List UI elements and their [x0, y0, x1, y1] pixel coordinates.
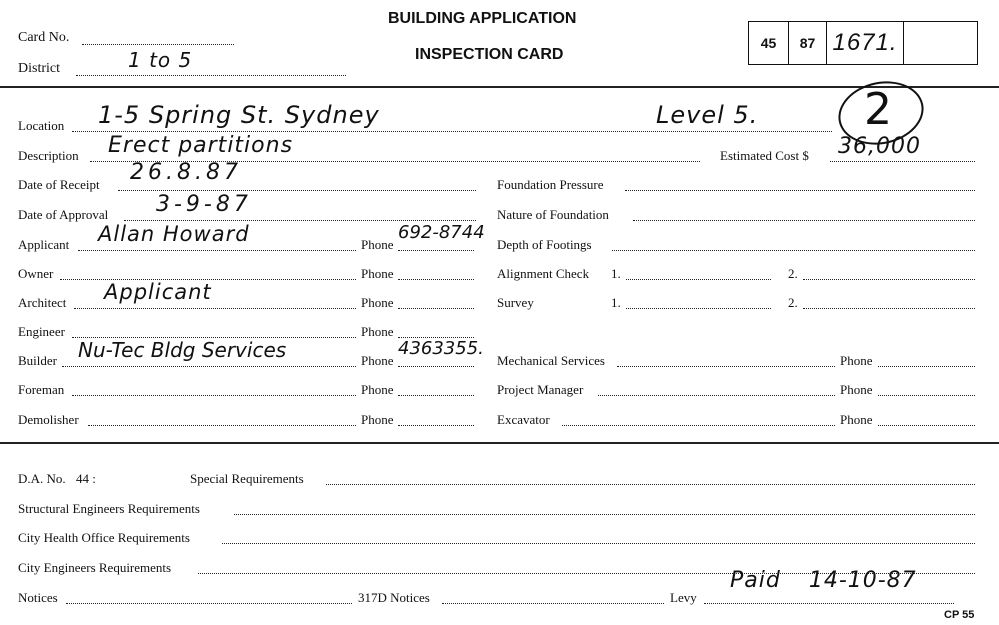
estimated-cost-label: Estimated Cost $: [720, 148, 809, 163]
architect-value: Applicant: [104, 280, 212, 304]
foundation-pressure-field[interactable]: [625, 190, 975, 191]
alignment-check-2-label: 2.: [788, 266, 798, 281]
survey-1-field[interactable]: [626, 308, 771, 309]
survey-2-label: 2.: [788, 295, 798, 310]
footer-code: CP 55: [944, 609, 975, 621]
alignment-check-label: Alignment Check: [497, 266, 590, 281]
builder-value: Nu-Tec Bldg Services: [78, 338, 287, 362]
alignment-check-2-field[interactable]: [803, 279, 975, 280]
mechanical-services-label: Mechanical Services: [497, 353, 605, 368]
demolisher-phone-label: Phone: [361, 412, 394, 427]
section-divider: [0, 442, 999, 444]
mechanical-services-phone-label: Phone: [840, 353, 873, 368]
foreman-phone-label: Phone: [361, 382, 394, 397]
structural-engineers-field[interactable]: [234, 514, 975, 515]
architect-label: Architect: [18, 295, 67, 310]
foreman-phone-field[interactable]: [398, 395, 474, 396]
mechanical-services-field[interactable]: [617, 366, 835, 367]
engineer-label: Engineer: [18, 324, 65, 339]
date-of-approval-field[interactable]: [124, 220, 476, 221]
foundation-pressure-label: Foundation Pressure: [497, 177, 604, 192]
location-value: 1-5 Spring St. Sydney: [98, 101, 380, 129]
project-manager-field[interactable]: [598, 395, 835, 396]
estimated-cost-field[interactable]: [830, 161, 975, 162]
date-of-receipt-label: Date of Receipt: [18, 177, 100, 192]
level-value: Level 5.: [656, 101, 759, 129]
levy-value: Paid 14-10-87: [730, 568, 917, 593]
survey-label: Survey: [497, 295, 534, 310]
ref-cell-3: 1671.: [827, 22, 904, 64]
district-value: 1 to 5: [128, 48, 193, 72]
da-no-label: D.A. No.: [18, 471, 66, 486]
owner-phone-label: Phone: [361, 266, 394, 281]
demolisher-phone-field[interactable]: [398, 425, 474, 426]
city-health-office-field[interactable]: [222, 543, 975, 544]
notices-317d-label: 317D Notices: [358, 590, 430, 605]
foreman-label: Foreman: [18, 382, 65, 397]
ref-cell-2: 87: [789, 22, 827, 64]
date-of-approval-value: 3-9-87: [156, 192, 252, 217]
depth-of-footings-field[interactable]: [612, 250, 975, 251]
header-divider: [0, 86, 999, 88]
title-line-1: BUILDING APPLICATION: [388, 10, 577, 27]
project-manager-label: Project Manager: [497, 382, 584, 397]
project-manager-phone-label: Phone: [840, 382, 873, 397]
foreman-field[interactable]: [72, 395, 356, 396]
architect-field[interactable]: [74, 308, 356, 309]
location-field[interactable]: [72, 131, 832, 132]
estimated-cost-value: 36,000: [838, 134, 921, 159]
survey-1-label: 1.: [611, 295, 621, 310]
reference-number-box: [748, 21, 978, 65]
special-requirements-field[interactable]: [326, 484, 975, 485]
da-no-value: 44 :: [76, 471, 96, 486]
city-engineers-label: City Engineers Requirements: [18, 560, 172, 575]
builder-field[interactable]: [62, 366, 356, 367]
district-field[interactable]: [76, 75, 346, 76]
demolisher-field[interactable]: [88, 425, 356, 426]
card-no-label: Card No.: [18, 30, 70, 45]
alignment-check-1-label: 1.: [611, 266, 621, 281]
title-line-2: INSPECTION CARD: [415, 46, 564, 63]
excavator-field[interactable]: [562, 425, 835, 426]
card-no-field[interactable]: [82, 44, 234, 45]
builder-phone-value: 4363355.: [398, 338, 484, 359]
circled-number: 2: [864, 84, 893, 135]
project-manager-phone-field[interactable]: [878, 395, 975, 396]
excavator-phone-label: Phone: [840, 412, 873, 427]
applicant-phone-value: 692-8744: [398, 222, 485, 243]
notices-field[interactable]: [66, 603, 352, 604]
applicant-label: Applicant: [18, 237, 70, 252]
location-label: Location: [18, 118, 65, 133]
excavator-phone-field[interactable]: [878, 425, 975, 426]
date-of-approval-label: Date of Approval: [18, 207, 109, 222]
applicant-field[interactable]: [78, 250, 356, 251]
architect-phone-field[interactable]: [398, 308, 474, 309]
description-value: Erect partitions: [108, 133, 294, 158]
owner-label: Owner: [18, 266, 54, 281]
ref-cell-1: 45: [749, 22, 789, 64]
demolisher-label: Demolisher: [18, 412, 79, 427]
alignment-check-1-field[interactable]: [626, 279, 771, 280]
nature-of-foundation-label: Nature of Foundation: [497, 207, 609, 222]
survey-2-field[interactable]: [803, 308, 975, 309]
levy-field[interactable]: [704, 603, 954, 604]
applicant-value: Allan Howard: [98, 222, 250, 246]
builder-label: Builder: [18, 353, 57, 368]
notices-317d-field[interactable]: [442, 603, 664, 604]
date-of-receipt-value: 26.8.87: [130, 160, 242, 185]
builder-phone-label: Phone: [361, 353, 394, 368]
architect-phone-label: Phone: [361, 295, 394, 310]
engineer-phone-label: Phone: [361, 324, 394, 339]
notices-label: Notices: [18, 590, 58, 605]
levy-label: Levy: [670, 590, 697, 605]
applicant-phone-field[interactable]: [398, 250, 474, 251]
special-requirements-label: Special Requirements: [190, 471, 304, 486]
builder-phone-field[interactable]: [398, 366, 474, 367]
excavator-label: Excavator: [497, 412, 550, 427]
depth-of-footings-label: Depth of Footings: [497, 237, 592, 252]
applicant-phone-label: Phone: [361, 237, 394, 252]
description-label: Description: [18, 148, 79, 163]
owner-phone-field[interactable]: [398, 279, 474, 280]
date-of-receipt-field[interactable]: [118, 190, 476, 191]
structural-engineers-label: Structural Engineers Requirements: [18, 501, 200, 516]
district-label: District: [18, 61, 60, 76]
mechanical-services-phone-field[interactable]: [878, 366, 975, 367]
city-health-office-label: City Health Office Requirements: [18, 530, 190, 545]
nature-of-foundation-field[interactable]: [633, 220, 975, 221]
